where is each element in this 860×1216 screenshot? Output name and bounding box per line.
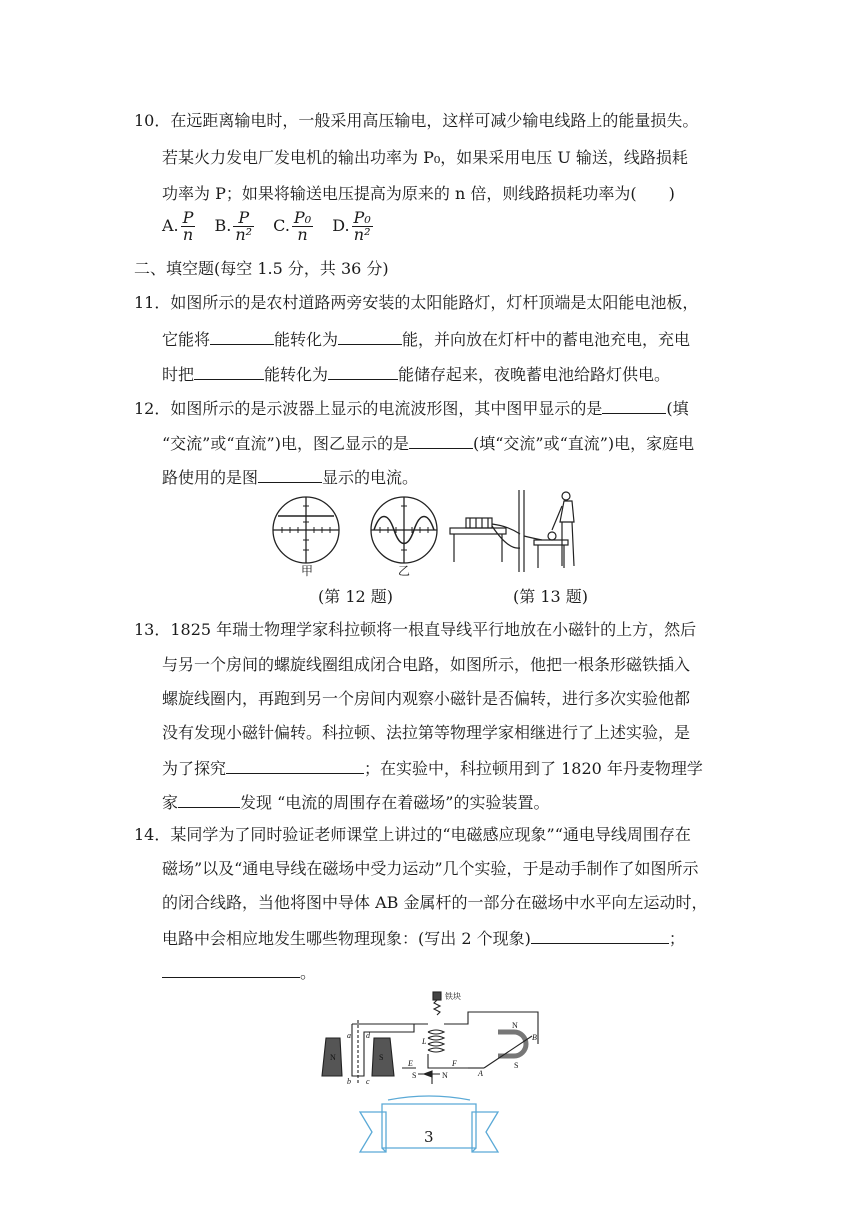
page-number: 3 [424,1128,434,1146]
svg-text:N: N [512,1021,518,1030]
svg-text:b: b [347,1077,351,1086]
answer-blank[interactable] [162,961,300,978]
svg-text:L: L [422,1037,427,1046]
answer-blank[interactable] [338,328,402,345]
answer-blank[interactable] [531,927,669,944]
svg-text:B: B [532,1033,537,1042]
svg-text:S: S [514,1061,519,1070]
q13-line-2: 与另一个房间的螺旋线圈组成闭合电路，如图所示，他把一根条形磁铁插入 [162,655,691,674]
q13-line-6: 家 发现 “电流的周围存在着磁场”的实验装置。 [162,793,550,812]
q11-line-2: 它能将 能转化为 能，并向放在灯杆中的蓄电池充电，充电 [162,330,691,349]
q10-line-1: 10．在远距离输电时，一般采用高压输电，这样可减少输电线路上的能量损失。 [134,111,699,130]
svg-text:S: S [379,1053,384,1062]
svg-text:A: A [478,1069,483,1078]
oscilloscope-figure [268,494,448,578]
q10-line-2: 若某火力发电厂发电机的输出功率为 P₀，如果采用电压 U 输送，线路损耗 [162,148,688,167]
caption-q12: (第 12 题) [318,587,394,606]
answer-blank[interactable] [258,466,322,483]
option-c[interactable]: C. $\frac{\text{P₀}}{n}$ [273,208,312,244]
q13-line-1: 13．1825 年瑞士物理学家科拉顿将一根直导线平行地放在小磁针的上方，然后 [134,620,697,639]
svg-text:S: S [412,1071,417,1080]
q12-line-3: 路使用的是图 显示的电流。 [162,468,419,487]
fig14-iron-label: 铁块 [445,992,461,1001]
q13-line-3: 螺旋线圈内，再跑到另一个房间内观察小磁针是否偏转，进行多次实验他都 [162,689,691,708]
q13-line-4: 没有发现小磁针偏转。科拉顿、法拉第等物理学家相继进行了上述实验，是 [162,723,691,742]
colladon-experiment-figure [448,486,588,578]
svg-text:a: a [347,1031,351,1040]
q14-line-4: 电路中会相应地发生哪些物理现象：(写出 2 个现象) ； [162,929,685,948]
section-heading: 二、填空题(每空 1.5 分，共 36 分) [134,259,389,278]
q14-line-2: 磁场”以及“通电导线在磁场中受力运动”几个实验，于是动手制作了如图所示 [162,859,699,878]
svg-text:F: F [452,1059,457,1068]
option-a[interactable]: A. $\frac{P}{n}$ [162,208,194,244]
q14-line-3: 的闭合线路，当他将图中导体 AB 金属杆的一部分在磁场中水平向左运动时， [162,893,708,912]
circuit-figure [318,988,548,1088]
answer-blank[interactable] [226,757,364,774]
q11-line-1: 11．如图所示的是农村道路两旁安装的太阳能路灯，灯杆顶端是太阳能电池板， [134,293,699,312]
answer-blank[interactable] [178,791,240,808]
option-b[interactable]: B. $\frac{P}{\text{n²}}$ [214,208,253,244]
q10-options [162,210,387,243]
q13-line-5: 为了探究 ；在实验中，科拉顿用到了 1820 年丹麦物理学 [162,759,703,778]
answer-blank[interactable] [409,432,473,449]
q12-line-2: “交流”或“直流”)电，图乙显示的是 (填“交流”或“直流”)电，家庭电 [162,434,695,453]
fig-label-jia: 甲 [301,564,314,578]
answer-blank[interactable] [602,397,666,414]
svg-text:E: E [408,1059,413,1068]
answer-blank[interactable] [194,363,264,380]
svg-text:N: N [442,1071,448,1080]
answer-blank[interactable] [210,328,274,345]
svg-text:d: d [366,1031,370,1040]
q11-line-3: 时把 能转化为 能储存起来，夜晚蓄电池给路灯供电。 [162,365,671,384]
fig-label-yi: 乙 [398,564,411,578]
caption-q13: (第 13 题) [513,587,589,606]
q14-line-1: 14．某同学为了同时验证老师课堂上讲过的“电磁感应现象”“通电导线周围存在 [134,825,691,844]
q12-line-1: 12．如图所示的是示波器上显示的电流波形图，其中图甲显示的是 (填 [134,399,689,418]
answer-blank[interactable] [328,363,398,380]
option-d[interactable]: D. $\frac{\text{P₀}}{\text{n²}}$ [332,208,371,244]
q14-line-5: 。 [162,961,316,983]
svg-text:N: N [330,1053,336,1062]
svg-text:c: c [366,1077,370,1086]
q10-line-3: 功率为 P；如果将输送电压提高为原来的 n 倍，则线路损耗功率为( ) [162,184,675,203]
